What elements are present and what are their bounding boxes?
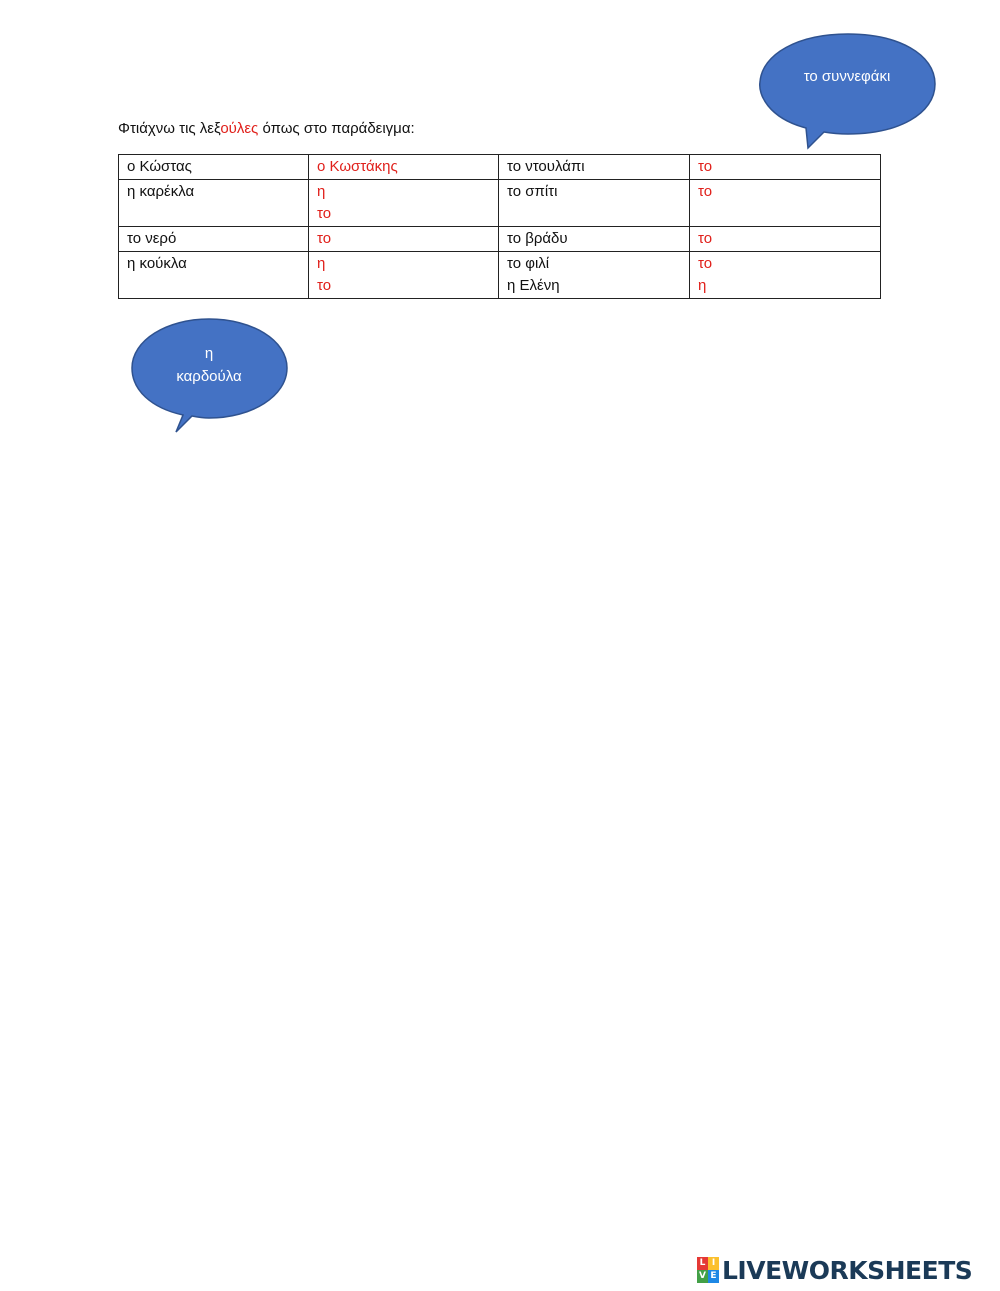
table-row (119, 227, 881, 252)
liveworksheets-logo (697, 1255, 972, 1285)
article-hint: το (317, 277, 332, 294)
word-cell (119, 180, 309, 227)
word: το νερό (127, 230, 177, 247)
word-cell (119, 252, 309, 299)
word: η κούκλα (127, 255, 187, 272)
exercise-table (118, 154, 881, 299)
answer-example: ο Κωστάκης (317, 158, 398, 175)
table-row (119, 180, 881, 227)
answer-cell[interactable] (690, 155, 881, 180)
word-cell (119, 155, 309, 180)
table-row (119, 155, 881, 180)
word-cell (119, 227, 309, 252)
instruction-highlight: ούλες (220, 120, 259, 137)
word: η Ελένη (507, 277, 560, 294)
article-hint: η (317, 255, 326, 272)
word-cell (499, 227, 690, 252)
answer-cell[interactable] (309, 227, 499, 252)
speech-bubble-heart-text (131, 342, 287, 388)
article-hint: το (317, 230, 332, 247)
answer-cell[interactable] (690, 252, 881, 299)
instruction-part-2: όπως στο παράδειγμα: (258, 120, 415, 137)
article-hint: το (698, 255, 713, 272)
instruction-text (118, 119, 415, 139)
word-cell (499, 180, 690, 227)
article-hint: το (698, 158, 713, 175)
article-hint: το (698, 183, 713, 200)
answer-cell[interactable] (690, 227, 881, 252)
speech-bubble-cloud (758, 32, 938, 150)
speech-bubble-line: καρδούλα (176, 368, 242, 385)
article-hint: το (317, 205, 332, 222)
answer-cell[interactable] (309, 180, 499, 227)
word-cell (499, 252, 690, 299)
table-row (119, 252, 881, 299)
speech-bubble-cloud-text: το συννεφάκι (803, 68, 891, 85)
speech-bubble-shape (758, 32, 938, 150)
word: η καρέκλα (127, 183, 195, 200)
logo-text: LIVEWORKSHEETS (722, 1255, 973, 1285)
word: το ντουλάπι (507, 158, 585, 175)
article-hint: η (698, 277, 707, 294)
instruction-part-1: Φτιάχνω τις λεξ (118, 120, 221, 137)
answer-cell[interactable] (309, 155, 499, 180)
article-hint: το (698, 230, 713, 247)
article-hint: η (317, 183, 326, 200)
word: ο Κώστας (127, 158, 192, 175)
word-cell (499, 155, 690, 180)
word: το φιλί (507, 255, 550, 272)
answer-cell[interactable] (690, 180, 881, 227)
speech-bubble-line: η (204, 345, 214, 362)
speech-bubble-heart (131, 318, 289, 434)
word: το βράδυ (507, 230, 568, 247)
logo-badge-icon: L I V E (697, 1257, 719, 1283)
word: το σπίτι (507, 183, 558, 200)
answer-cell[interactable] (309, 252, 499, 299)
